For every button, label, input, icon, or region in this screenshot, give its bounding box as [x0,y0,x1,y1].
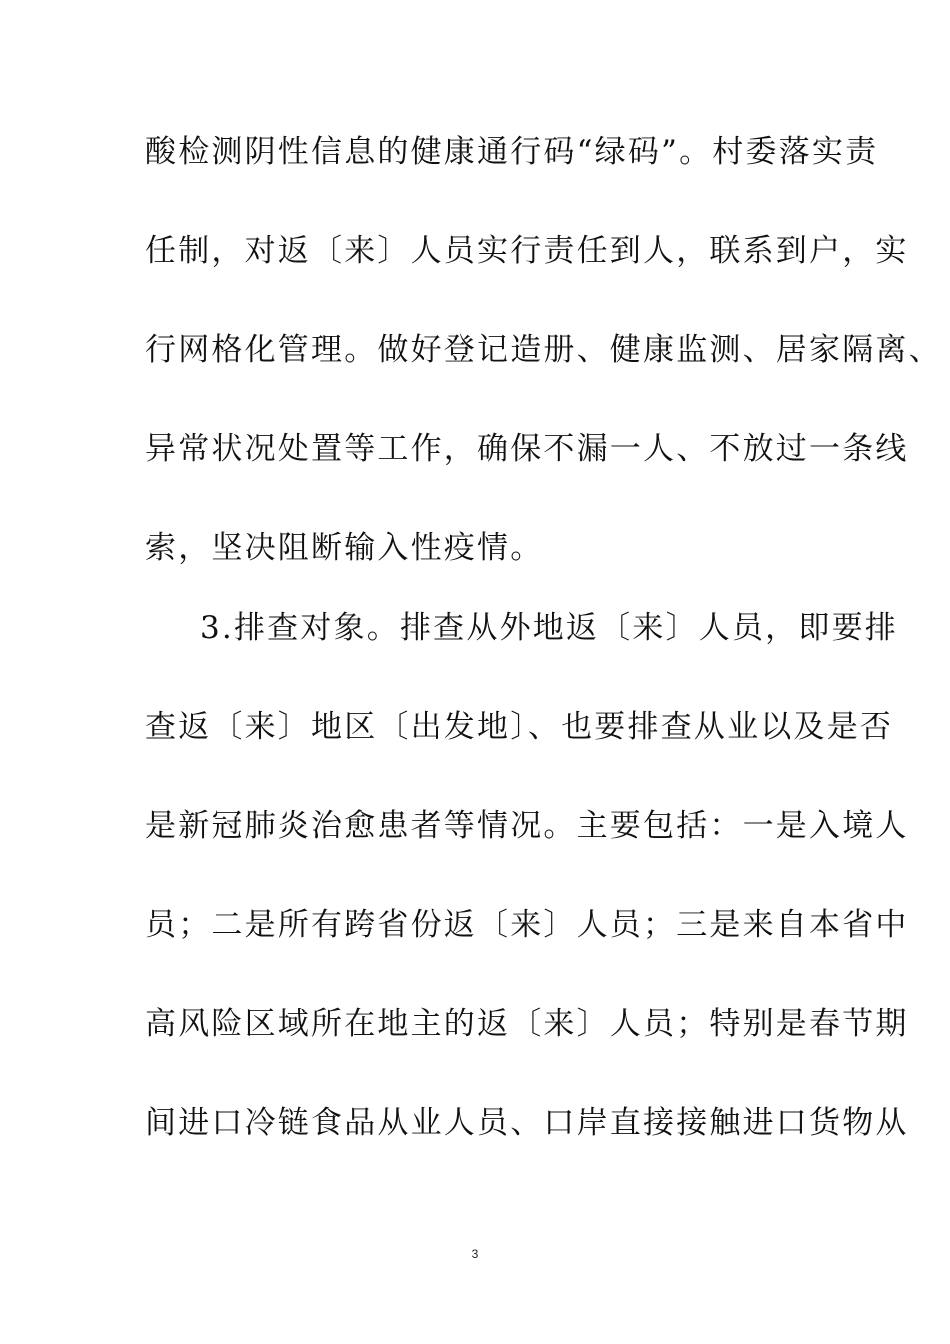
paragraph-line-5: 索，坚决阻断输入性疫情。 [145,530,544,566]
paragraph-line-9: 员；二是所有跨省份返〔来〕人员；三是来自本省中 [145,907,909,943]
paragraph-line-11: 间进口冷链食品从业人员、口岸直接接触进口货物从 [145,1105,909,1141]
paragraph-line-8: 是新冠肺炎治愈患者等情况。主要包括：一是入境人 [145,808,909,844]
paragraph-line-1: 酸检测阴性信息的健康通行码“绿码”。村委落实责 [145,134,879,170]
paragraph-line-3: 行网格化管理。做好登记造册、健康监测、居家隔离、 [145,332,942,368]
paragraph-line-7: 查返〔来〕地区〔出发地〕、也要排查从业以及是否 [145,709,894,745]
page-number: 3 [471,1247,479,1261]
paragraph-line-4: 异常状况处置等工作，确保不漏一人、不放过一条线 [145,431,909,467]
section-3-heading-line: 3.排查对象。排查从外地返〔来〕人员，即要排 [200,610,898,646]
paragraph-line-2: 任制，对返〔来〕人员实行责任到人，联系到户，实 [145,233,909,269]
paragraph-line-10: 高风险区域所在地主的返〔来〕人员；特别是春节期 [145,1006,909,1042]
